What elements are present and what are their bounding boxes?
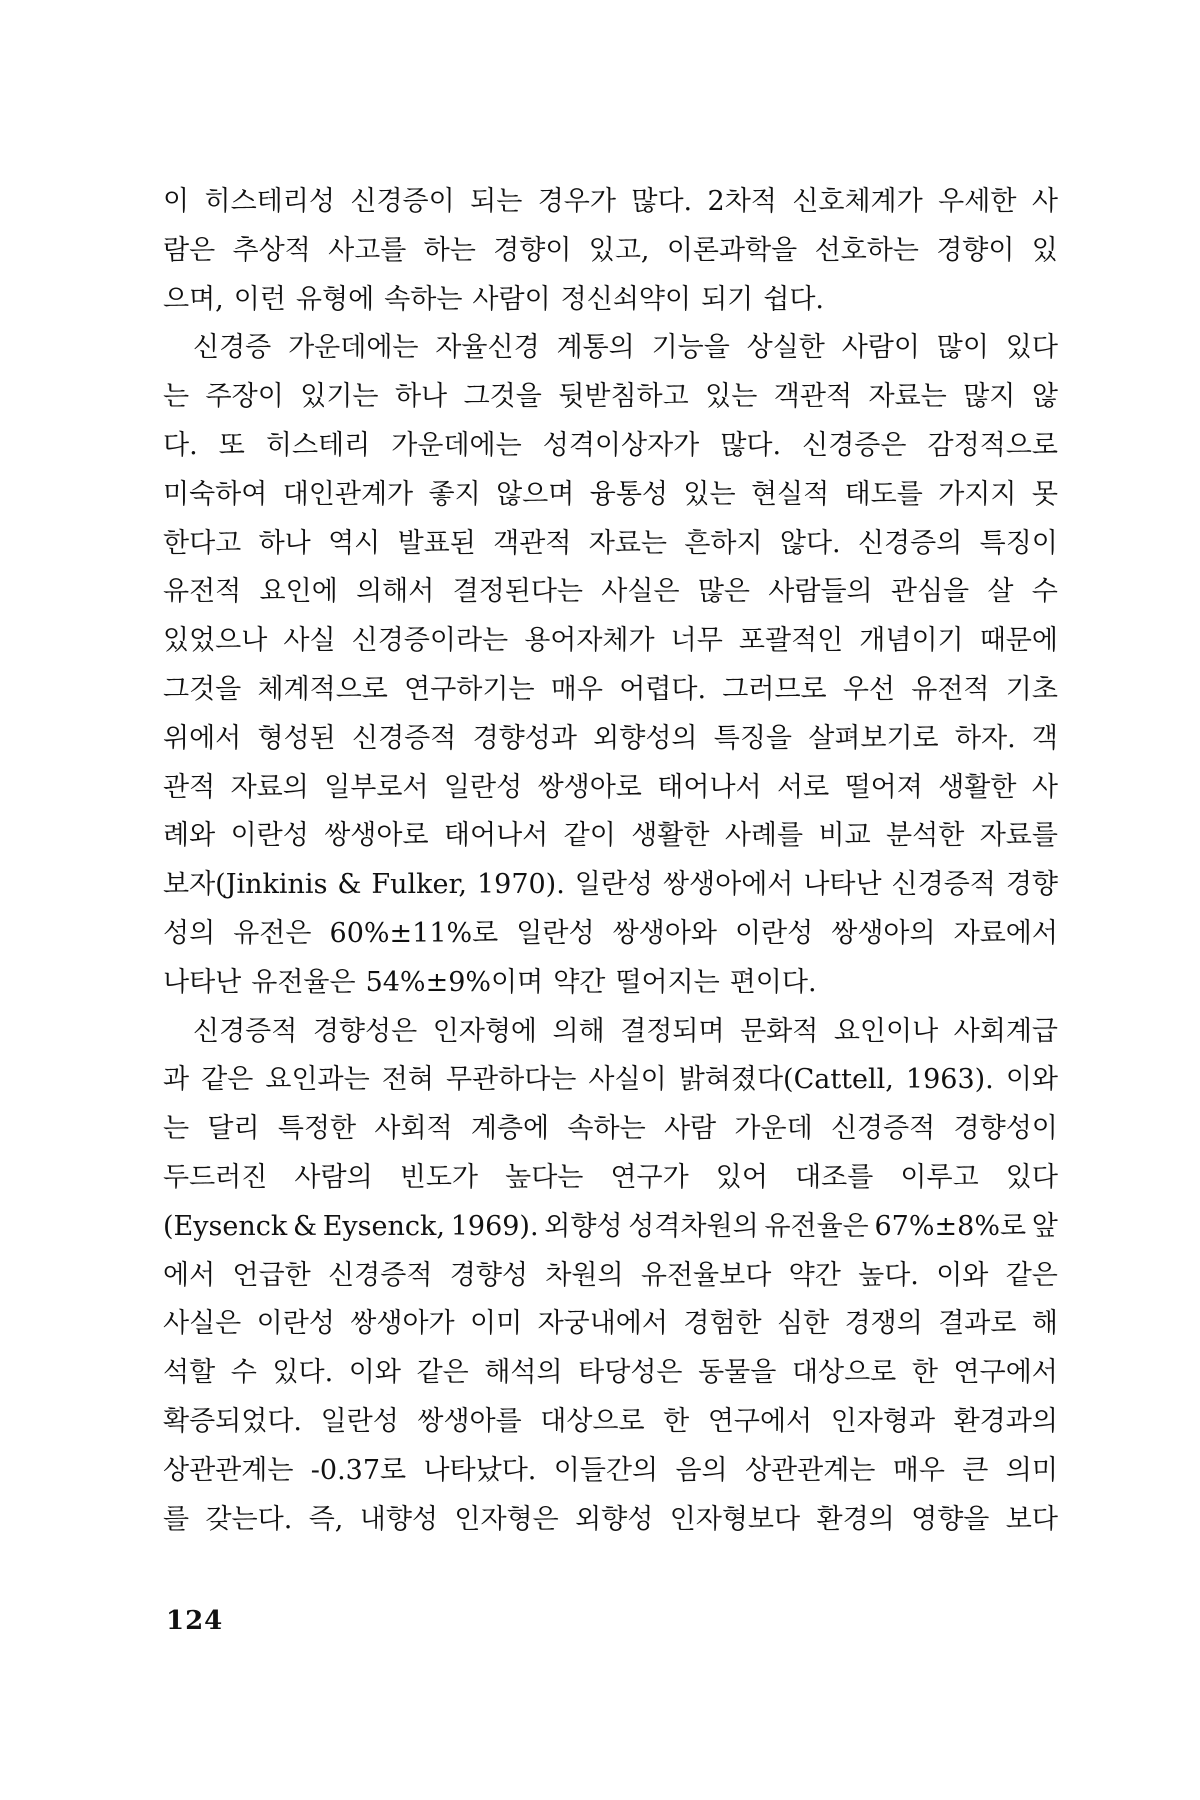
- text-line: 람은 추상적 사고를 하는 경향이 있고, 이론과학을 선호하는 경향이 있: [163, 234, 1058, 266]
- text-line: 보자(Jinkinis & Fulker, 1970). 일란성 쌍생아에서 나타난 신경증적 경향: [163, 869, 1058, 901]
- text-line: 유전적 요인에 의해서 결정된다는 사실은 많은 사람들의 관심을 살 수: [163, 576, 1058, 608]
- text-line: 석할 수 있다. 이와 같은 해석의 타당성은 동물을 대상으로 한 연구에서: [163, 1357, 1058, 1389]
- text-line: 두드러진 사람의 빈도가 높다는 연구가 있어 대조를 이루고 있다: [163, 1161, 1058, 1193]
- text-line: 다. 또 히스테리 가운데에는 성격이상자가 많다. 신경증은 감정적으로: [163, 429, 1058, 461]
- text-line: 는 주장이 있기는 하나 그것을 뒷받침하고 있는 객관적 자료는 많지 않: [163, 381, 1058, 413]
- text-line: (Eysenck & Eysenck, 1969). 외향성 성격차원의 유전율은 67%±8%로 앞: [163, 1210, 1058, 1242]
- text-line: 그것을 체계적으로 연구하기는 매우 어렵다. 그러므로 우선 유전적 기초: [163, 673, 1058, 705]
- text-line: 으며, 이런 유형에 속하는 사람이 정신쇠약이 되기 쉽다.: [163, 283, 825, 315]
- text-line: 확증되었다. 일란성 쌍생아를 대상으로 한 연구에서 인자형과 환경과의: [163, 1405, 1058, 1437]
- text-line: 한다고 하나 역시 발표된 객관적 자료는 흔하지 않다. 신경증의 특징이: [163, 527, 1058, 559]
- text-line: 례와 이란성 쌍생아로 태어나서 같이 생활한 사례를 비교 분석한 자료를: [163, 820, 1058, 852]
- text-line: 있었으나 사실 신경증이라는 용어자체가 너무 포괄적인 개념이기 때문에: [163, 625, 1058, 657]
- body-text: [163, 178, 1058, 1544]
- page-number: 124: [166, 1606, 224, 1636]
- text-line: 상관관계는 -0.37로 나타났다. 이들간의 음의 상관관계는 매우 큰 의미: [163, 1454, 1058, 1486]
- text-line: 신경증 가운데에는 자율신경 계통의 기능을 상실한 사람이 많이 있다: [193, 332, 1058, 364]
- text-line: 위에서 형성된 신경증적 경향성과 외향성의 특징을 살펴보기로 하자. 객: [163, 722, 1058, 754]
- text-line: 성의 유전은 60%±11%로 일란성 쌍생아와 이란성 쌍생아의 자료에서: [163, 917, 1058, 949]
- text-line: 에서 언급한 신경증적 경향성 차원의 유전율보다 약간 높다. 이와 같은: [163, 1259, 1058, 1291]
- text-line: 관적 자료의 일부로서 일란성 쌍생아로 태어나서 서로 떨어져 생활한 사: [163, 771, 1058, 803]
- text-line: 를 갖는다. 즉, 내향성 인자형은 외향성 인자형보다 환경의 영향을 보다: [163, 1503, 1058, 1535]
- text-line: 나타난 유전율은 54%±9%이며 약간 떨어지는 편이다.: [163, 966, 817, 998]
- text-line: 는 달리 특정한 사회적 계층에 속하는 사람 가운데 신경증적 경향성이: [163, 1113, 1058, 1145]
- text-line: 신경증적 경향성은 인자형에 의해 결정되며 문화적 요인이나 사회계급: [193, 1015, 1058, 1047]
- text-line: 이 히스테리성 신경증이 되는 경우가 많다. 2차적 신호체계가 우세한 사: [163, 186, 1058, 217]
- text-line: 미숙하여 대인관계가 좋지 않으며 융통성 있는 현실적 태도를 가지지 못: [163, 478, 1058, 510]
- text-line: 사실은 이란성 쌍생아가 이미 자궁내에서 경험한 심한 경쟁의 결과로 해: [163, 1308, 1058, 1340]
- text-line: 과 같은 요인과는 전혀 무관하다는 사실이 밝혀졌다(Cattell, 1963). 이와: [163, 1064, 1058, 1096]
